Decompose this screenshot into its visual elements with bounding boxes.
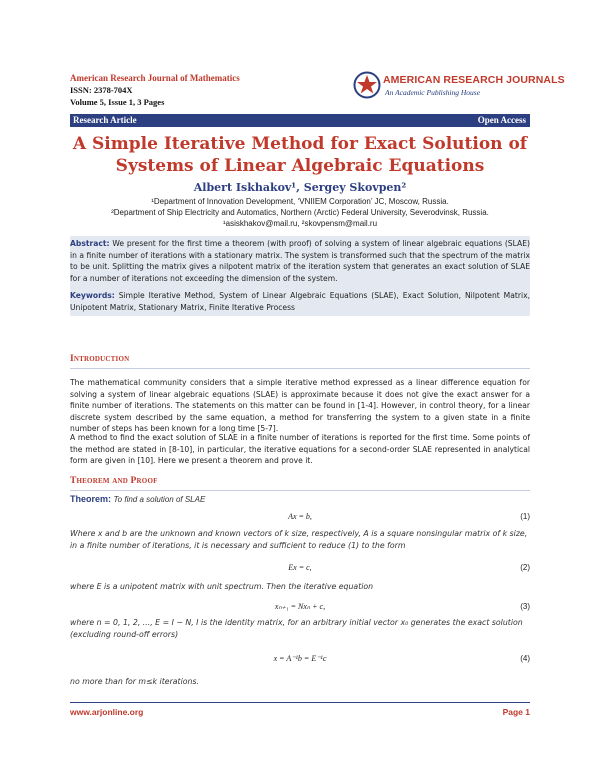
equation-3-expr: xₙ₊₁ = Nxₙ + c, — [274, 602, 326, 611]
affiliation-1: ¹Department of Innovation Development, ‘VNIIEM Corporation’ JC, Moscow, Russia. — [151, 197, 449, 206]
affiliation-2: ²Department of Ship Electricity and Automatics, Northern (Arctic) Federal University, Severodvinsk, Russia. — [111, 208, 489, 217]
star-logo-icon — [353, 71, 381, 99]
intro-paragraph-1: The mathematical community considers that a simple iterative method expressed as a linear difference equation for solving a system of linear algebraic equations (SLAE) is approximate because it does not give the exact answer for a finite number of iterations. The statements on this matter can be found in [1-4]. However, in control theory, for a linear discrete system described by the same equation, a method for transferring the system to a given state in a finite number of steps has been known for a long time [5-7]. — [70, 378, 530, 434]
equation-3 — [70, 602, 530, 616]
publisher-tagline: An Academic Publishing House — [385, 88, 481, 97]
theorem-text-4: no more than for m≤k iterations. — [70, 677, 200, 686]
article-type: Research Article — [73, 115, 137, 125]
footer-website-link[interactable]: www.arjonline.org — [70, 707, 144, 717]
author-emails: ¹asiskhakov@mail.ru, ²skovpensm@mail.ru — [222, 219, 378, 228]
page-number: Page 1 — [502, 707, 530, 717]
article-type-bar — [70, 114, 530, 127]
abstract-label: Abstract: — [70, 239, 110, 248]
publisher-logo — [353, 70, 565, 104]
equation-4 — [70, 654, 530, 668]
section-introduction: Introduction — [70, 354, 130, 364]
theorem-text-3: where n = 0, 1, 2, ..., E = I − N, I is the identity matrix, for an arbitrary initial vector x₀ generates the exact solution (excluding round-off errors) — [70, 618, 523, 639]
keywords-text: Simple Iterative Method, System of Linear Algebraic Equations (SLAE), Exact Solution, Nilpotent Matrix, Unipotent Matrix, Stationary Matrix, Finite Iterative Process — [70, 291, 531, 312]
footer-rule — [70, 702, 530, 703]
abstract-box — [70, 236, 530, 316]
authors: Albert Iskhakov¹, Sergey Skovpen² — [193, 181, 407, 194]
equation-1-expr: Ax = b, — [288, 512, 312, 521]
theorem-statement — [70, 494, 530, 504]
volume-info: Volume 5, Issue 1, 3 Pages — [70, 97, 165, 107]
theorem-text-1: Where x and b are the unknown and known vectors of k size, respectively, A is a square nonsingular matrix of k size, in a finite number of iterations, it is necessary and sufficient to reduce (1) to the form — [70, 529, 528, 550]
keywords — [70, 287, 530, 315]
abstract-text: We present for the first time a theorem (with proof) of solving a system of linear algebraic equations (SLAE) in a finite number of iterations with a stationary matrix. The system is transformed such that the spectrum of the matrix to be unit. Splitting the matrix gives a nilpotent matrix of the iteration system that generates an exact solution of SLAE for a number of iterations not exceeding the dimension of the system. — [70, 239, 530, 283]
intro-paragraph-2: A method to find the exact solution of SLAE in a finite number of iterations is reported for the first time. Some points of the method are stated in [8-10], in particular, the iterative equations for a second-order SLAE represented in analytical form are given in [10]. Here we present a theorem and prove it. — [70, 433, 530, 466]
equation-4-number: (4) — [520, 654, 530, 663]
open-access-label: Open Access — [477, 115, 526, 125]
theorem-text-2: where E is a unipotent matrix with unit spectrum. Then the iterative equation — [70, 582, 374, 591]
publisher-name: AMERICAN RESEARCH JOURNALS — [383, 74, 565, 86]
section-divider — [70, 368, 530, 369]
equation-2 — [70, 563, 530, 577]
section-theorem-proof: Theorem and Proof — [70, 476, 158, 486]
paper-title: A Simple Iterative Method for Exact Solution of Systems of Linear Algebraic Equations — [72, 134, 528, 176]
theorem-intro: To find a solution of SLAE — [113, 495, 206, 504]
equation-3-number: (3) — [520, 602, 530, 611]
equation-2-number: (2) — [520, 563, 530, 572]
keywords-label: Keywords: — [70, 291, 115, 301]
equation-2-expr: Ex = c, — [288, 563, 312, 572]
issn: ISSN: 2378-704X — [70, 85, 133, 95]
journal-name: American Research Journal of Mathematics — [70, 73, 240, 83]
section-divider — [70, 490, 530, 491]
journal-header — [70, 72, 330, 108]
equation-1-number: (1) — [520, 512, 530, 521]
abstract — [70, 236, 530, 287]
theorem-label: Theorem: — [70, 494, 112, 504]
equation-1 — [70, 512, 530, 526]
equation-4-expr: x = A⁻¹b = E⁻¹c — [273, 654, 327, 663]
